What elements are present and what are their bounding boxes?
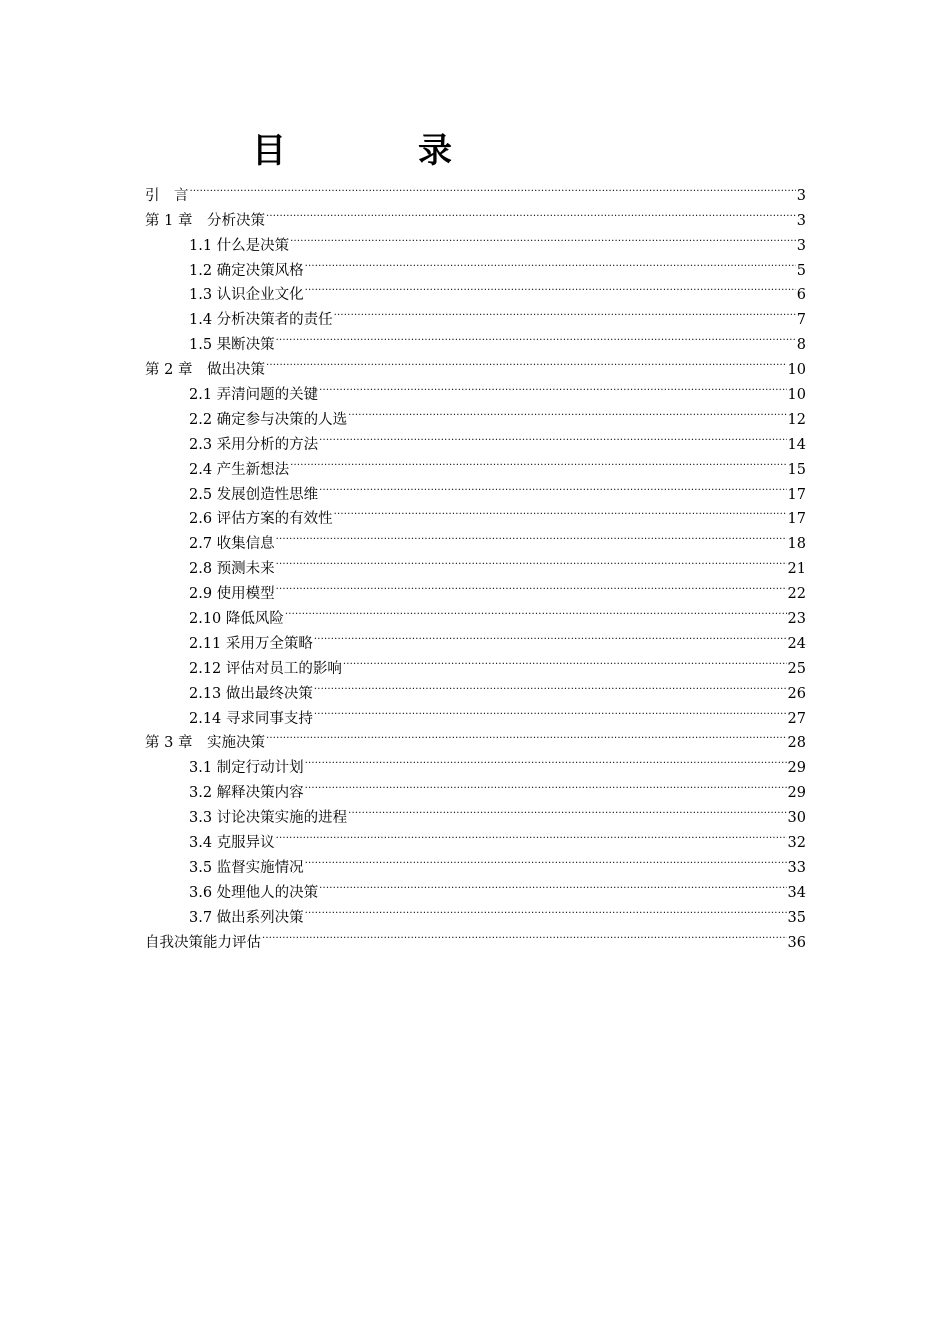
toc-entry-number: 3.4: [189, 835, 217, 852]
toc-entry-label: [189, 781, 304, 806]
toc-entry-page-number: 12: [787, 411, 806, 428]
toc-entry-number: 3.6: [189, 884, 217, 901]
toc-entry-text: 实施决策: [206, 735, 265, 752]
toc-entry-number: 2.4: [189, 461, 217, 478]
toc-dot-leader: [334, 499, 787, 524]
toc-entry-text: 分析决策: [206, 212, 265, 229]
toc-dot-leader: [314, 623, 787, 648]
toc-dot-leader: [334, 299, 796, 324]
toc-dot-leader: [290, 225, 796, 250]
toc-entry-label: [189, 856, 304, 881]
toc-entry-page-number: 17: [787, 486, 806, 503]
toc-dot-leader: [305, 275, 796, 300]
toc-entry-number: 2.13: [189, 685, 226, 702]
toc-entry-number: 1.3: [189, 287, 217, 304]
toc-dot-leader: [285, 598, 787, 623]
toc-entry-page-number: 23: [787, 611, 806, 628]
toc-dot-leader: [190, 175, 796, 200]
toc-entry-text: 什么是决策: [216, 237, 290, 254]
toc-entry-number: 第 3 章: [145, 735, 207, 752]
toc-dot-leader: [262, 922, 787, 947]
toc-entry-text: 评估方案的有效性: [216, 511, 333, 528]
toc-entry-text: 引 言: [145, 187, 189, 204]
toc-entry-label: [189, 557, 275, 582]
toc-dot-leader: [305, 772, 787, 797]
toc-entry-number: 3.7: [189, 909, 217, 926]
toc-entry-label: [189, 333, 275, 358]
toc-entry-label: [145, 358, 265, 383]
toc-entry-number: 1.1: [189, 237, 217, 254]
toc-entry-number: 2.2: [189, 411, 217, 428]
toc-entry-page-number: 6: [796, 287, 806, 304]
toc-entry-number: 2.14: [189, 710, 226, 727]
toc-entry-number: 2.8: [189, 561, 217, 578]
toc-entry-page-number: 25: [787, 660, 806, 677]
toc-entry-page-number: 10: [787, 387, 806, 404]
toc-dot-leader: [266, 349, 787, 374]
toc-entry-text: 使用模型: [216, 586, 275, 603]
toc-entry-label: [189, 607, 284, 632]
toc-entry-page-number: 30: [787, 810, 806, 827]
toc-dot-leader: [276, 573, 787, 598]
toc-entry-text: 采用万全策略: [225, 635, 313, 652]
toc-entry-number: 3.1: [189, 760, 217, 777]
toc-entry-text: 弄清问题的关键: [216, 387, 319, 404]
toc-entry-label: [189, 756, 304, 781]
toc-entry-text: 评估对员工的影响: [225, 660, 342, 677]
toc-entry-text: 做出最终决策: [225, 685, 313, 702]
toc-entry-label: [189, 831, 275, 856]
toc-entry-label: [145, 209, 265, 234]
toc-dot-leader: [276, 822, 787, 847]
toc-entry-number: 2.7: [189, 536, 217, 553]
toc-entry-number: 2.9: [189, 586, 217, 603]
toc-entry-number: 2.11: [189, 635, 226, 652]
toc-entry-label: [189, 283, 304, 308]
toc-entry-text: 讨论决策实施的进程: [216, 810, 348, 827]
toc-entry-text: 确定参与决策的人选: [216, 411, 348, 428]
toc-entry-page-number: 14: [787, 436, 806, 453]
toc-entry-level-1[interactable]: [145, 175, 806, 204]
toc-entry-text: 克服异议: [216, 835, 275, 852]
toc-entry-page-number: 35: [787, 909, 806, 926]
toc-entry-label: [145, 931, 261, 956]
toc-entry-text: 降低风险: [225, 611, 284, 628]
toc-entry-page-number: 3: [796, 237, 806, 254]
toc-entry-page-number: 8: [796, 337, 806, 354]
toc-dot-leader: [343, 648, 787, 673]
toc-entry-page-number: 29: [787, 785, 806, 802]
toc-dot-leader: [314, 673, 787, 698]
toc-entry-page-number: 22: [787, 586, 806, 603]
toc-entry-number: 第 2 章: [145, 362, 207, 379]
toc-entry-number: 3.3: [189, 810, 217, 827]
toc-entry-page-number: 26: [787, 685, 806, 702]
toc-entry-number: 1.5: [189, 337, 217, 354]
toc-dot-leader: [266, 723, 787, 748]
toc-dot-leader: [348, 797, 786, 822]
toc-entry-label: [189, 532, 275, 557]
toc-entry-text: 解释决策内容: [216, 785, 304, 802]
toc-dot-leader: [348, 399, 786, 424]
toc-entry-text: 分析决策者的责任: [216, 312, 333, 329]
toc-entry-label: [189, 458, 289, 483]
toc-entry-text: 认识企业文化: [216, 287, 304, 304]
toc-entry-text: 确定决策风格: [216, 262, 304, 279]
table-of-contents: [145, 175, 806, 951]
title-char-1: 目: [252, 131, 286, 171]
toc-dot-leader: [276, 548, 787, 573]
toc-dot-leader: [290, 449, 786, 474]
toc-entry-label: [189, 682, 313, 707]
toc-entry-page-number: 3: [796, 187, 806, 204]
toc-entry-label: [189, 483, 318, 508]
toc-entry-page-number: 10: [787, 362, 806, 379]
toc-entry-text: 果断决策: [216, 337, 275, 354]
toc-entry-number: 2.10: [189, 611, 226, 628]
toc-dot-leader: [276, 523, 787, 548]
toc-entry-label: [145, 184, 189, 209]
toc-entry-text: 处理他人的决策: [216, 884, 319, 901]
title-char-2: 录: [418, 131, 452, 171]
toc-entry-label: [189, 259, 304, 284]
toc-entry-label: [189, 582, 275, 607]
toc-entry-label: [189, 881, 318, 906]
toc-entry-level-1[interactable]: [145, 200, 806, 229]
toc-entry-page-number: 36: [787, 934, 806, 951]
toc-dot-leader: [266, 200, 796, 225]
toc-entry-page-number: 27: [787, 710, 806, 727]
toc-entry-text: 做出决策: [206, 362, 265, 379]
toc-entry-page-number: 28: [787, 735, 806, 752]
toc-entry-number: 1.2: [189, 262, 217, 279]
toc-entry-label: [189, 234, 289, 259]
toc-entry-page-number: 33: [787, 859, 806, 876]
toc-dot-leader: [319, 424, 786, 449]
toc-entry-label: [189, 383, 318, 408]
toc-entry-number: 2.1: [189, 387, 217, 404]
toc-entry-label: [145, 731, 265, 756]
toc-entry-text: 做出系列决策: [216, 909, 304, 926]
toc-entry-page-number: 18: [787, 536, 806, 553]
toc-entry-page-number: 29: [787, 760, 806, 777]
toc-entry-page-number: 15: [787, 461, 806, 478]
toc-entry-number: 3.5: [189, 859, 217, 876]
toc-dot-leader: [276, 324, 796, 349]
toc-dot-leader: [305, 747, 787, 772]
toc-dot-leader: [314, 698, 787, 723]
toc-entry-text: 发展创造性思维: [216, 486, 319, 503]
toc-entry-text: 自我决策能力评估: [145, 934, 261, 951]
toc-entry-text: 监督实施情况: [216, 859, 304, 876]
toc-entry-page-number: 24: [787, 635, 806, 652]
toc-entry-number: 第 1 章: [145, 212, 207, 229]
toc-dot-leader: [319, 374, 786, 399]
toc-entry-number: 2.3: [189, 436, 217, 453]
toc-entry-page-number: 17: [787, 511, 806, 528]
toc-entry-number: 2.12: [189, 660, 226, 677]
toc-dot-leader: [305, 250, 796, 275]
toc-entry-number: 3.2: [189, 785, 217, 802]
toc-entry-page-number: 34: [787, 884, 806, 901]
page-title: [252, 128, 452, 174]
toc-entry-text: 收集信息: [216, 536, 275, 553]
toc-entry-number: 2.6: [189, 511, 217, 528]
toc-entry-number: 2.5: [189, 486, 217, 503]
toc-entry-text: 制定行动计划: [216, 760, 304, 777]
toc-entry-label: [189, 632, 313, 657]
toc-entry-text: 采用分析的方法: [216, 436, 319, 453]
toc-entry-text: 寻求同事支持: [225, 710, 313, 727]
toc-entry-text: 预测未来: [216, 561, 275, 578]
toc-entry-page-number: 32: [787, 835, 806, 852]
toc-dot-leader: [319, 872, 786, 897]
toc-entry-page-number: 21: [787, 561, 806, 578]
toc-dot-leader: [305, 847, 787, 872]
toc-entry-page-number: 5: [796, 262, 806, 279]
toc-entry-page-number: 7: [796, 312, 806, 329]
toc-dot-leader: [319, 474, 786, 499]
toc-entry-text: 产生新想法: [216, 461, 290, 478]
toc-entry-number: 1.4: [189, 312, 217, 329]
toc-dot-leader: [305, 897, 787, 922]
toc-entry-page-number: 3: [796, 212, 806, 229]
